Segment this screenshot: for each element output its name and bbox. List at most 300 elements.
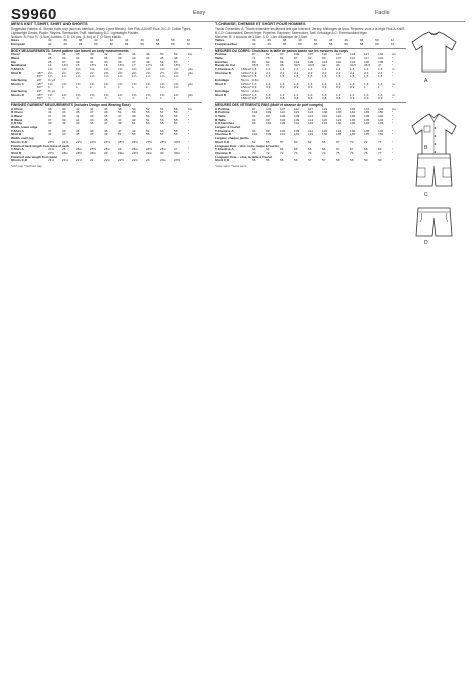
- table-cell: ": [188, 122, 190, 126]
- row-label: Hip: [11, 60, 16, 64]
- table-cell: 1⅜: [76, 67, 81, 71]
- table-cell: 0,8: [280, 97, 285, 101]
- french-footnote: *avec sens **sans sens: [215, 163, 247, 168]
- row-label: Chemise B: [215, 151, 231, 155]
- table-cell: ⅜ yd: [48, 90, 55, 94]
- table-cell: 55: [146, 133, 150, 137]
- table-cell: 49: [146, 60, 150, 64]
- row-label: Entoilage: [215, 78, 229, 83]
- english-finished-table: [11, 108, 202, 163]
- table-cell: 1⅜: [104, 82, 109, 86]
- table-cell: 51: [146, 118, 150, 122]
- table-cell: 1⅜: [118, 67, 123, 71]
- table-cell: 135: [364, 129, 370, 133]
- table-cell: 81: [280, 56, 284, 60]
- table-cell: 47: [104, 122, 108, 126]
- table-cell: 55: [160, 122, 164, 126]
- row-label: Chest: [11, 53, 20, 57]
- table-cell: 39: [62, 129, 66, 133]
- table-cell: 1: [160, 97, 162, 101]
- table-cell: 1,3: [364, 82, 369, 86]
- table-cell: 55: [280, 159, 284, 163]
- table-cell: 1: [174, 97, 176, 101]
- table-cell: 1: [104, 86, 106, 90]
- table-cell: 53: [146, 122, 150, 126]
- row-label: Sizes: [11, 39, 19, 43]
- table-cell: 42: [322, 64, 326, 68]
- table-cell: 35: [48, 60, 52, 64]
- table-cell: ": [188, 97, 190, 101]
- french-finished-table: [215, 108, 406, 163]
- table-cell: 17½: [146, 64, 153, 68]
- table-cell: ": [188, 111, 190, 115]
- table-cell: 47: [90, 111, 94, 115]
- table-cell: 65: [294, 148, 298, 152]
- table-cell: 21½: [62, 140, 69, 144]
- table-cell: 102: [294, 53, 300, 57]
- table-cell: 1,5: [350, 75, 355, 79]
- table-cell: 1,3: [308, 82, 313, 86]
- table-cell: 2½: [160, 71, 165, 75]
- table-cell: 1,3: [308, 67, 313, 71]
- row-label: Width, lower edge: [11, 125, 38, 130]
- table-cell: 109: [266, 111, 272, 115]
- table-cell: 119: [322, 114, 327, 119]
- table-row: [11, 43, 202, 47]
- row-label: A Poitrine: [215, 107, 230, 111]
- table-cell: 39: [118, 56, 122, 60]
- table-cell: 1,3: [364, 93, 369, 97]
- table-cell: ": [392, 86, 394, 90]
- table-cell: 1,3: [378, 67, 383, 71]
- table-cell: 114: [280, 111, 285, 115]
- table-cell: 59: [364, 159, 368, 163]
- row-sub-label: 45"*: [37, 82, 43, 86]
- table-cell: 62: [308, 140, 312, 144]
- table-cell: ": [188, 56, 190, 60]
- table-cell: 114: [308, 114, 313, 119]
- table-cell: 40,5: [308, 64, 315, 68]
- table-cell: 38: [48, 107, 52, 111]
- table-cell: 99: [266, 114, 270, 119]
- table-cell: 1: [132, 86, 134, 90]
- table-cell: 46: [104, 107, 108, 111]
- table-cell: 50: [171, 39, 175, 43]
- table-cell: 44: [48, 42, 52, 47]
- table-cell: 41: [90, 60, 94, 64]
- table-cell: 1⅜: [118, 82, 123, 86]
- table-cell: 52: [174, 53, 178, 57]
- table-cell: 52: [109, 42, 114, 47]
- table-cell: ⅞: [48, 97, 51, 101]
- table-cell: 15: [76, 64, 80, 68]
- table-cell: 20½: [48, 140, 55, 144]
- table-cell: 107: [308, 53, 314, 57]
- view-c-sketch: [408, 150, 460, 190]
- table-row: [11, 97, 202, 101]
- table-cell: 150: [378, 111, 384, 115]
- table-cell: 1,3: [350, 82, 355, 86]
- table-cell: ⅞: [90, 97, 93, 101]
- table-cell: 0,4m: [252, 78, 259, 83]
- table-cell: 1⅜: [160, 67, 165, 71]
- table-cell: 43: [90, 118, 94, 122]
- table-cell: 29½: [132, 151, 139, 155]
- row-label: Largeur à l'ourlet: [215, 125, 241, 130]
- table-cell: 140: [378, 118, 384, 122]
- table-cell: 1⅜: [146, 93, 151, 97]
- table-cell: 40: [90, 53, 94, 57]
- table-cell: 1⅜: [90, 82, 95, 86]
- table-cell: 114: [308, 118, 313, 122]
- table-cell: 109: [294, 129, 300, 133]
- table-cell: 1⅜: [104, 67, 109, 71]
- table-cell: 109: [294, 118, 300, 122]
- table-cell: 1,5: [336, 75, 341, 79]
- table-cell: ": [392, 56, 394, 60]
- table-cell: 50: [375, 39, 379, 43]
- table-cell: 41: [76, 114, 80, 119]
- table-cell: 21⅝: [62, 159, 69, 163]
- table-cell: 66: [322, 148, 326, 152]
- table-cell: ": [392, 60, 394, 64]
- table-cell: 52: [390, 39, 394, 43]
- row-label: Waist: [11, 56, 20, 60]
- table-cell: 48: [146, 53, 150, 57]
- table-cell: m: [392, 82, 395, 86]
- table-cell: 117: [308, 107, 313, 111]
- table-cell: 40: [94, 39, 98, 43]
- table-cell: 2,1: [266, 71, 271, 75]
- row-sub-label: 45"*: [37, 71, 43, 75]
- row-label: Largeur, chaque jambe: [215, 136, 249, 141]
- table-cell: 26¼: [132, 148, 139, 152]
- table-cell: 21⅝: [48, 159, 55, 163]
- level-french: Facile: [375, 10, 390, 16]
- table-cell: 150: [378, 133, 384, 137]
- table-cell: 2¼: [76, 71, 81, 75]
- table-cell: 1⅝: [160, 75, 165, 79]
- table-cell: yds: [188, 93, 193, 97]
- table-cell: 57: [160, 133, 164, 137]
- table-cell: ": [188, 148, 190, 152]
- row-label: Hanches: [215, 60, 228, 64]
- table-cell: 45: [76, 111, 80, 115]
- french-size-table: [215, 39, 406, 46]
- table-cell: 41: [48, 111, 52, 115]
- table-cell: 56: [140, 42, 144, 47]
- table-cell: 1,3: [350, 67, 355, 71]
- table-cell: 124: [336, 129, 342, 133]
- table-cell: 1,3: [322, 82, 327, 86]
- table-cell: 1,3: [280, 67, 285, 71]
- table-cell: cm: [392, 107, 397, 111]
- table-cell: 1,3: [308, 93, 313, 97]
- table-cell: 2,3: [364, 71, 369, 75]
- table-cell: 0,8: [266, 97, 271, 101]
- table-cell: 1,3: [322, 93, 327, 97]
- table-cell: 140: [350, 133, 356, 137]
- row-sub-label: 150cm*: [241, 97, 252, 101]
- table-cell: 104: [280, 129, 286, 133]
- table-cell: 0,8: [252, 97, 257, 101]
- table-cell: 137: [364, 107, 370, 111]
- table-cell: m: [392, 93, 395, 97]
- table-cell: 42: [132, 56, 136, 60]
- table-cell: 43: [104, 60, 108, 64]
- table-cell: ": [188, 129, 190, 133]
- table-cell: 22¾: [132, 159, 139, 163]
- table-cell: 2⅝: [174, 71, 179, 75]
- table-cell: 1⅝: [146, 75, 151, 79]
- table-cell: 132: [378, 53, 384, 57]
- table-cell: 72: [280, 151, 284, 155]
- table-cell: 57: [308, 159, 312, 163]
- table-cell: 1,3: [350, 93, 355, 97]
- row-label: C,D Hanches: [215, 122, 235, 126]
- table-cell: 112: [294, 107, 299, 111]
- table-cell: 124: [308, 111, 314, 115]
- row-label: Width, each leg: [11, 136, 34, 141]
- table-cell: 65: [308, 148, 312, 152]
- table-cell: 1⅜: [174, 67, 179, 71]
- table-cell: ": [392, 133, 394, 137]
- table-cell: 1⅜: [76, 82, 81, 86]
- table-cell: 26¾: [160, 148, 167, 152]
- table-cell: 43: [76, 122, 80, 126]
- table-cell: 41: [76, 118, 80, 122]
- row-label: T-Chemise A: [215, 148, 234, 152]
- row-label: Tailles: [215, 39, 225, 43]
- table-cell: 39: [62, 118, 66, 122]
- table-cell: 41: [48, 133, 52, 137]
- english-column: [11, 22, 202, 168]
- row-label: Chemise B: [215, 133, 231, 137]
- table-cell: 104: [266, 122, 272, 126]
- table-cell: 135: [336, 133, 342, 137]
- table-cell: 87: [252, 53, 256, 57]
- table-cell: 1⅜: [132, 67, 137, 71]
- table-cell: ⅞: [76, 97, 79, 101]
- table-cell: 67: [336, 148, 340, 152]
- table-cell: 2¼: [90, 71, 95, 75]
- table-cell: 1⅜: [104, 93, 109, 97]
- table-cell: 49: [132, 129, 136, 133]
- table-cell: 53: [132, 133, 136, 137]
- table-row: [215, 159, 406, 163]
- table-cell: 48: [78, 42, 83, 47]
- table-cell: 1,5: [364, 75, 369, 79]
- table-cell: 74: [322, 151, 326, 155]
- table-cell: 77: [378, 140, 382, 144]
- table-cell: 72: [266, 151, 270, 155]
- table-cell: 1,3: [336, 82, 341, 86]
- table-cell: yds: [188, 82, 193, 86]
- table-cell: 119: [294, 133, 299, 137]
- table-cell: 135: [364, 118, 370, 122]
- table-cell: 94: [252, 129, 256, 133]
- table-cell: 140: [378, 129, 384, 133]
- table-cell: 1,3: [294, 93, 299, 97]
- table-cell: 1⅜: [48, 82, 53, 86]
- table-cell: 25: [62, 148, 66, 152]
- table-cell: ": [392, 148, 394, 152]
- table-cell: 1⅜: [132, 93, 137, 97]
- table-cell: 68: [364, 148, 368, 152]
- table-cell: 44: [118, 53, 122, 57]
- table-cell: 44: [146, 56, 150, 60]
- table-cell: 104: [252, 133, 258, 137]
- table-cell: 2,2: [308, 71, 313, 75]
- english-footnote: *with nap **without nap: [11, 163, 42, 168]
- row-label: Short C,D: [215, 159, 230, 163]
- table-cell: 0,9: [266, 86, 271, 90]
- table-cell: 76: [350, 151, 354, 155]
- table-cell: 124: [308, 133, 314, 137]
- table-cell: 58: [350, 159, 354, 163]
- table-cell: 50: [132, 107, 136, 111]
- table-cell: 60: [378, 159, 382, 163]
- table-cell: 87: [294, 56, 298, 60]
- table-cell: 48: [118, 107, 122, 111]
- table-cell: ": [392, 159, 394, 163]
- table-cell: ": [392, 114, 394, 119]
- table-cell: 1,3: [266, 82, 271, 86]
- table-cell: 94: [252, 114, 256, 119]
- table-cell: 43: [62, 111, 66, 115]
- table-cell: 37: [266, 64, 270, 68]
- table-cell: 92: [308, 56, 312, 60]
- table-cell: 1,3: [336, 67, 341, 71]
- table-cell: 27: [174, 148, 178, 152]
- table-cell: 62: [390, 42, 394, 47]
- table-cell: 18½: [174, 64, 181, 68]
- row-label: A Taille: [215, 114, 226, 119]
- table-cell: 21⅝: [76, 159, 83, 163]
- pattern-number: S9960: [11, 6, 57, 23]
- table-cell: 67: [350, 148, 354, 152]
- french-notions: Mercerie: B: 4 boutons de 1,5cm. C,D: 1,4m d'élastique de 2,5cm.: [215, 35, 309, 40]
- table-cell: 2⅛: [48, 71, 53, 75]
- table-row: [11, 159, 202, 163]
- table-cell: 47: [132, 60, 136, 64]
- table-cell: 145: [364, 133, 370, 137]
- row-label: Short C: [215, 82, 227, 86]
- table-cell: 135: [350, 122, 356, 126]
- table-cell: ": [188, 114, 190, 119]
- table-cell: 135: [364, 114, 370, 119]
- table-cell: 45: [104, 129, 108, 133]
- table-row: [215, 97, 406, 101]
- table-cell: 36: [267, 39, 271, 43]
- table-cell: 47: [118, 114, 122, 119]
- table-cell: 76: [266, 56, 270, 60]
- table-cell: 140: [364, 122, 370, 126]
- table-cell: 46: [63, 42, 67, 47]
- table-cell: 55: [252, 159, 256, 163]
- table-cell: 51: [118, 133, 122, 137]
- table-cell: 0,9: [308, 86, 313, 90]
- table-cell: ": [392, 129, 394, 133]
- table-cell: 1,3: [252, 93, 257, 97]
- table-cell: 36: [63, 39, 67, 43]
- table-cell: 130: [322, 133, 328, 137]
- table-cell: 140: [350, 111, 356, 115]
- table-cell: 140: [378, 114, 384, 119]
- table-cell: 63: [252, 148, 256, 152]
- table-cell: 55: [174, 129, 178, 133]
- table-cell: 77: [378, 151, 382, 155]
- table-cell: 49: [104, 133, 108, 137]
- table-cell: 49: [104, 111, 108, 115]
- french-title: T-CHEMISE, CHEMISE ET SHORT POUR HOMMES: [215, 22, 306, 26]
- table-cell: 30: [62, 56, 66, 60]
- table-cell: 107: [280, 107, 286, 111]
- table-cell: 57: [280, 140, 284, 144]
- table-cell: 55: [174, 114, 178, 119]
- table-cell: 117: [336, 53, 341, 57]
- table-cell: 130: [322, 111, 328, 115]
- table-cell: 94: [266, 60, 270, 64]
- table-cell: 1⅜: [174, 82, 179, 86]
- table-cell: ": [188, 75, 190, 79]
- table-cell: 16½: [118, 64, 125, 68]
- table-cell: 130: [350, 129, 356, 133]
- table-cell: 51: [132, 122, 136, 126]
- table-cell: 114: [294, 122, 299, 126]
- row-label: Taille: [215, 56, 223, 60]
- table-cell: ": [392, 97, 394, 101]
- table-cell: 28¼: [62, 151, 69, 155]
- table-cell: 59: [174, 133, 178, 137]
- row-sub-label: 45"*: [37, 93, 43, 97]
- table-cell: 119: [336, 60, 341, 64]
- table-cell: 53: [174, 60, 178, 64]
- table-cell: ⅞: [104, 97, 107, 101]
- table-cell: 1⅝: [76, 75, 81, 79]
- row-label: Bande du Col: [215, 64, 235, 68]
- table-cell: 130: [350, 118, 356, 122]
- table-cell: 39,5: [294, 64, 301, 68]
- table-cell: 70: [252, 151, 256, 155]
- table-cell: 99: [266, 118, 270, 122]
- row-label: Neckband: [11, 64, 26, 68]
- table-cell: 27½: [146, 140, 153, 144]
- table-cell: 1⅛: [174, 86, 179, 90]
- table-cell: 43: [90, 114, 94, 119]
- table-cell: 48: [282, 42, 287, 47]
- table-cell: 45: [90, 122, 94, 126]
- table-cell: 0,8: [322, 97, 327, 101]
- table-cell: ⅞: [132, 97, 135, 101]
- table-cell: 35,5: [252, 64, 259, 68]
- table-cell: 1⅜: [146, 67, 151, 71]
- table-cell: 23½: [174, 159, 181, 163]
- table-cell: 1: [48, 86, 50, 90]
- table-cell: 109: [280, 122, 286, 126]
- table-cell: 28: [48, 56, 52, 60]
- table-cell: 142: [378, 107, 384, 111]
- table-cell: 55: [174, 118, 178, 122]
- table-cell: 2⅜: [146, 71, 151, 75]
- row-label: T-Chemise A: [215, 129, 234, 133]
- table-cell: 1⅝: [48, 75, 53, 79]
- table-cell: 2⅜: [104, 71, 109, 75]
- table-cell: 26½: [146, 148, 153, 152]
- table-cell: 48: [174, 56, 178, 60]
- table-cell: 1,5: [322, 75, 327, 79]
- table-cell: ": [392, 64, 394, 68]
